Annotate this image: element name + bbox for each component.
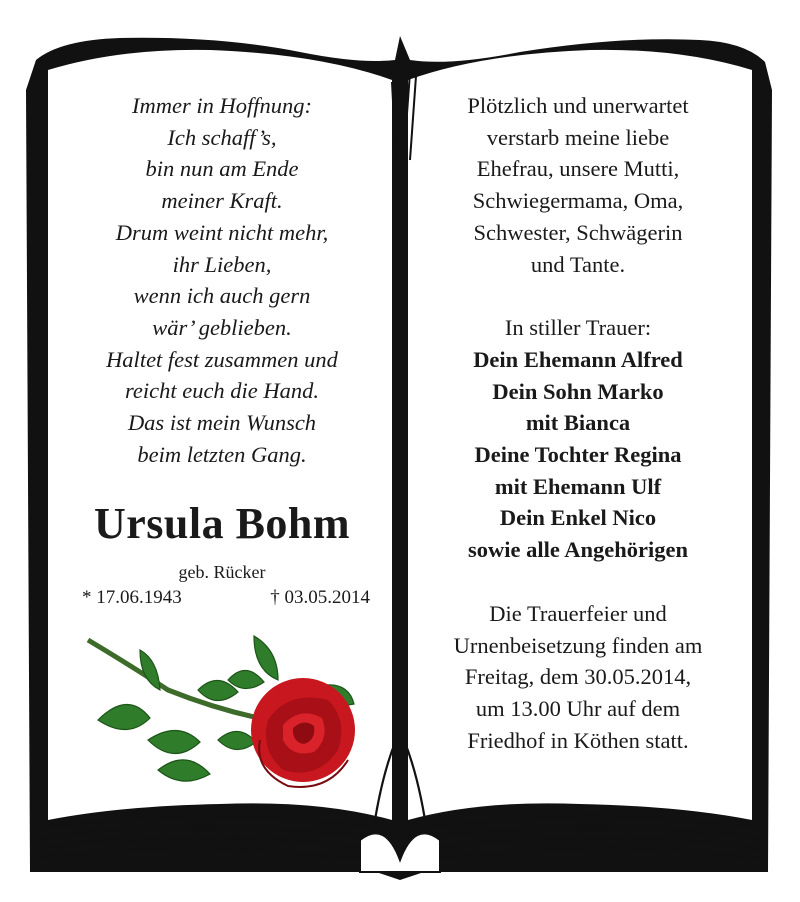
mourner: mit Bianca	[525, 410, 631, 436]
mourner: Deine Tochter Regina	[474, 442, 682, 468]
poem-line: ihr Lieben,	[172, 251, 272, 277]
mourner: Dein Enkel Nico	[499, 505, 657, 531]
mourners-list	[418, 344, 738, 566]
life-dates	[62, 586, 382, 610]
rose-bloom	[251, 678, 355, 787]
poem-line: Haltet fest zusammen und	[106, 346, 338, 372]
poem-line: wenn ich auch gern	[133, 283, 311, 309]
announcement-line: Schwiegermama, Oma,	[472, 188, 684, 214]
poem	[62, 90, 382, 470]
announcement-line: Ehefrau, unsere Mutti,	[476, 156, 680, 182]
announcement	[418, 90, 738, 280]
funeral-line: um 13.00 Uhr auf dem	[475, 695, 681, 721]
poem-line: meiner Kraft.	[161, 188, 283, 214]
poem-line: Das ist mein Wunsch	[127, 410, 317, 436]
left-page-content	[62, 90, 382, 610]
poem-line: reicht euch die Hand.	[124, 378, 320, 404]
death-date: † 03.05.2014	[270, 587, 370, 609]
mourner: Dein Sohn Marko	[492, 378, 664, 404]
funeral-line: Friedhof in Köthen statt.	[467, 727, 689, 753]
announcement-line: und Tante.	[530, 251, 626, 277]
poem-line: bin nun am Ende	[145, 156, 299, 182]
poem-line: Immer in Hoffnung:	[132, 93, 312, 118]
funeral-line: Freitag, dem 30.05.2014,	[464, 664, 692, 690]
funeral-line: Die Trauerfeier und	[489, 600, 667, 626]
mourning-heading: In stiller Trauer:	[504, 315, 652, 341]
deceased-name: Ursula Bohm	[93, 499, 351, 549]
mourner: sowie alle Angehörigen	[468, 537, 688, 563]
mourner: Dein Ehemann Alfred	[473, 346, 683, 372]
right-page-content	[418, 90, 738, 756]
poem-line: beim letzten Gang.	[137, 441, 307, 467]
announcement-line: Schwester, Schwägerin	[473, 219, 683, 245]
mourner: mit Ehemann Ulf	[494, 473, 662, 499]
birth-date: * 17.06.1943	[82, 587, 182, 609]
maiden-name: geb. Rücker	[178, 562, 266, 583]
rose-image	[78, 630, 368, 800]
funeral-info	[418, 598, 738, 757]
poem-line: Drum weint nicht mehr,	[115, 219, 329, 245]
funeral-line: Urnenbeisetzung finden am	[453, 632, 703, 658]
poem-line: Ich schaff’s,	[167, 124, 277, 150]
announcement-line: Plötzlich und unerwartet	[467, 93, 689, 118]
poem-line: wär’ geblieben.	[152, 314, 292, 340]
announcement-line: verstarb meine liebe	[486, 124, 670, 150]
